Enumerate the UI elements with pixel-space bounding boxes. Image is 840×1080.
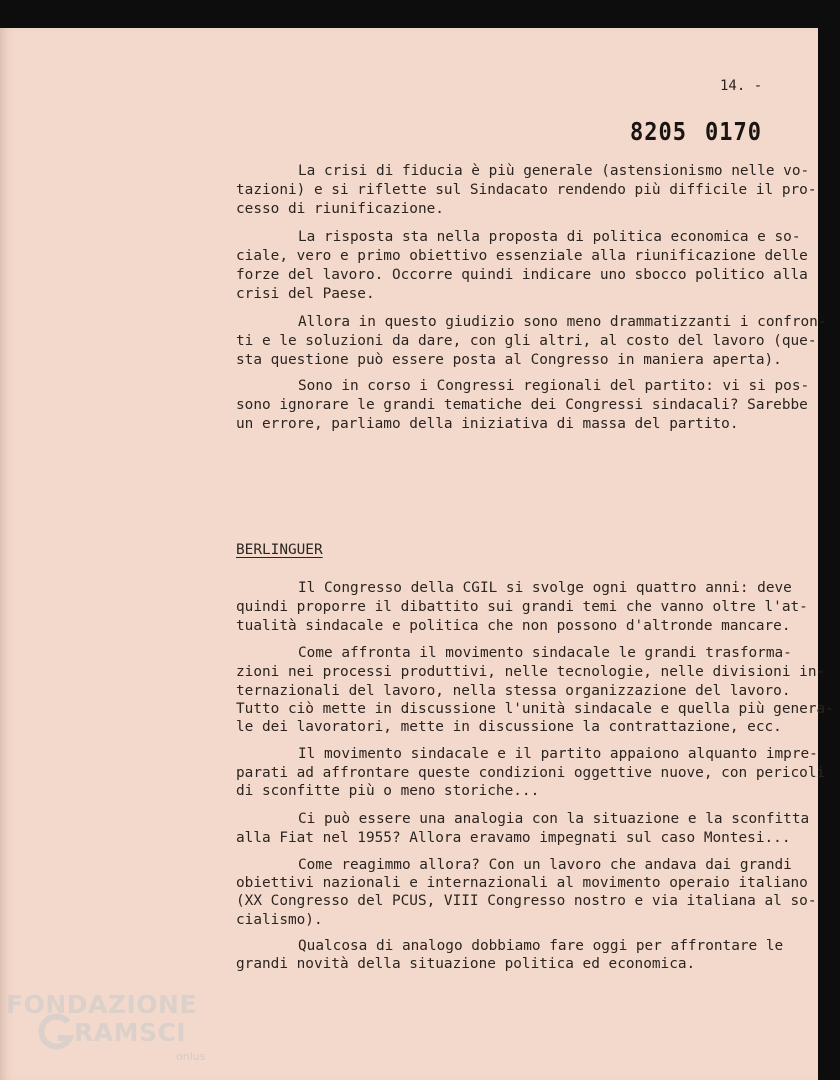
text-line: Ci può essere una analogia con la situazione e la sconfitta bbox=[298, 811, 810, 827]
text-line: grandi novità della situazione politica ed economica. bbox=[236, 956, 696, 972]
text-line: tualità sindacale e politica che non possono d'altronde mancare. bbox=[236, 618, 791, 634]
text-line: le dei lavoratori, mette in discussione la contrattazione, ecc. bbox=[236, 719, 782, 735]
speaker-heading: BERLINGUER bbox=[236, 542, 323, 558]
text-line: crisi del Paese. bbox=[236, 286, 375, 302]
text-line: ti e le soluzioni da dare, con gli altri, al costo del lavoro (que- bbox=[236, 333, 817, 349]
text-line: quindi proporre il dibattito sui grandi temi che vanno oltre l'at- bbox=[236, 599, 808, 615]
archive-stamp bbox=[630, 118, 762, 147]
text-line: ternazionali del lavoro, nella stessa organizzazione del lavoro. bbox=[236, 683, 791, 699]
text-line: tazioni) e si riflette sul Sindacato rendendo più difficile il pro- bbox=[236, 182, 817, 198]
fondazione-gramsci-watermark bbox=[6, 990, 216, 1076]
text-line: sta questione può essere posta al Congresso in maniera aperta). bbox=[236, 352, 782, 368]
text-line: ciale, vero e primo obiettivo essenziale alla riunificazione delle bbox=[236, 248, 808, 264]
text-line: Il Congresso della CGIL si svolge ogni quattro anni: deve bbox=[298, 580, 792, 596]
text-line: un errore, parliamo della iniziativa di massa del partito. bbox=[236, 416, 739, 432]
text-line: alla Fiat nel 1955? Allora eravamo impegnati sul caso Montesi... bbox=[236, 830, 791, 846]
text-line: cesso di riunificazione. bbox=[236, 201, 444, 217]
text-line: Come affronta il movimento sindacale le grandi trasforma- bbox=[298, 645, 792, 661]
watermark-line1: FONDAZIONE bbox=[6, 990, 198, 1019]
gramsci-g-icon bbox=[36, 1012, 76, 1052]
text-line: cialismo). bbox=[236, 912, 323, 928]
text-line: La crisi di fiducia è più generale (astensionismo nelle vo- bbox=[298, 163, 810, 179]
text-line: Il movimento sindacale e il partito appaiono alquanto impre- bbox=[298, 746, 818, 762]
page-number: 14. - bbox=[720, 78, 763, 94]
text-line: forze del lavoro. Occorre quindi indicare uno sbocco politico alla bbox=[236, 267, 808, 283]
text-line: parati ad affrontare queste condizioni oggettive nuove, con pericoli bbox=[236, 765, 826, 781]
text-line: La risposta sta nella proposta di politica economica e so- bbox=[298, 229, 801, 245]
watermark-line2: RAMSCI bbox=[74, 1018, 187, 1047]
text-line: zioni nei processi produttivi, nelle tecnologie, nelle divisioni in- bbox=[236, 664, 826, 680]
text-line: di sconfitte più o meno storiche... bbox=[236, 783, 540, 799]
text-line: Sono in corso i Congressi regionali del partito: vi si pos- bbox=[298, 378, 810, 394]
text-line: Allora in questo giudizio sono meno drammatizzanti i confron- bbox=[298, 314, 827, 330]
stamp-left-number: 8205 bbox=[630, 118, 687, 147]
text-line: Come reagimmo allora? Con un lavoro che andava dai grandi bbox=[298, 857, 792, 873]
stamp-right-number: 0170 bbox=[704, 118, 762, 147]
text-line: sono ignorare le grandi tematiche dei Congressi sindacali? Sarebbe bbox=[236, 397, 808, 413]
text-line: (XX Congresso del PCUS, VIII Congresso nostro e via italiana al so- bbox=[236, 893, 817, 909]
watermark-line3: onlus bbox=[176, 1050, 206, 1063]
text-line: Qualcosa di analogo dobbiamo fare oggi per affrontare le bbox=[298, 938, 784, 954]
text-line: Tutto ciò mette in discussione l'unità sindacale e quella più genera- bbox=[236, 701, 834, 717]
text-line: obiettivi nazionali e internazionali al movimento operaio italiano bbox=[236, 875, 808, 891]
